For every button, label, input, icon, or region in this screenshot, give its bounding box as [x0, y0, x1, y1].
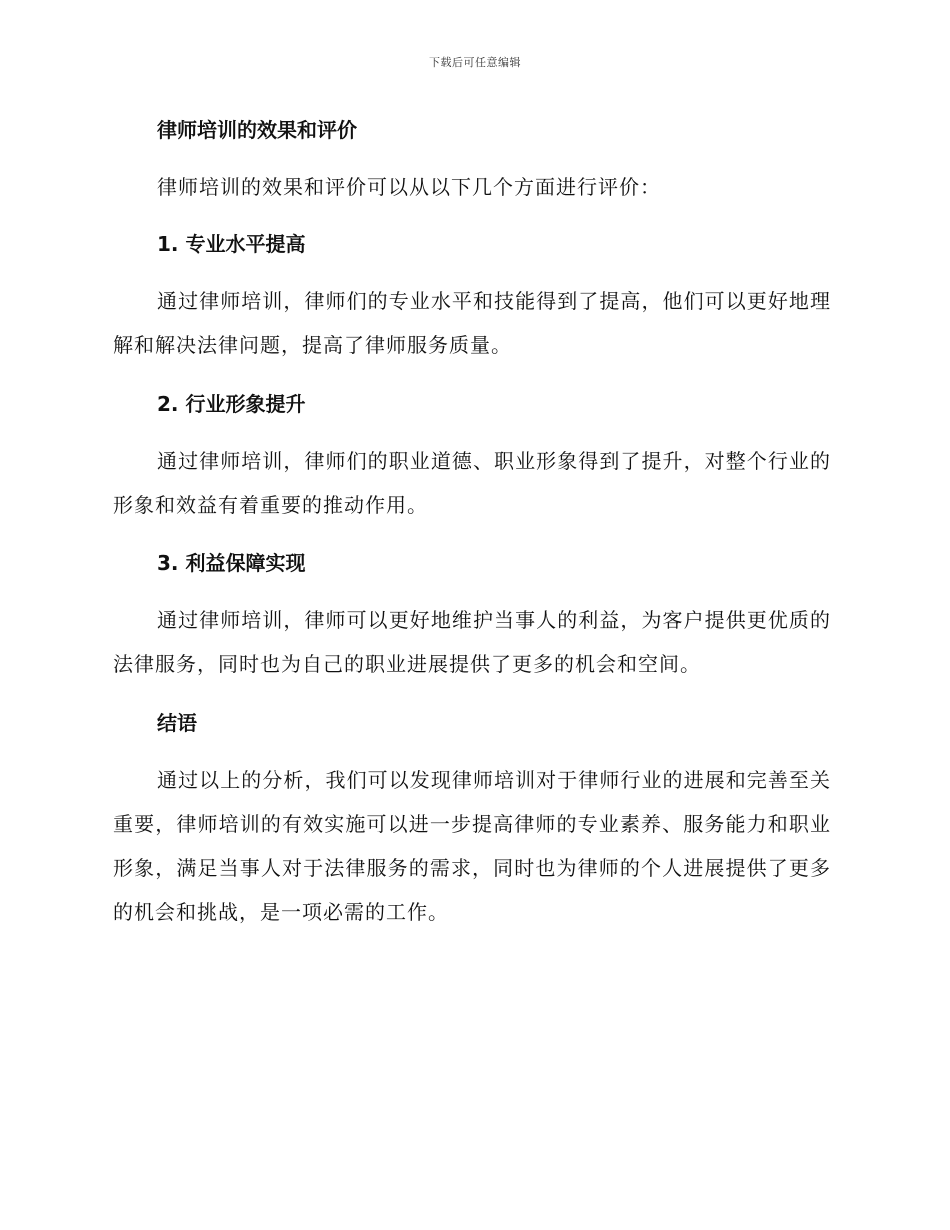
conclusion-heading-block: [113, 709, 831, 737]
section-heading: 2. 行业形象提升: [157, 392, 306, 416]
section-heading: 1. 专业水平提高: [157, 232, 306, 256]
intro-paragraph: 律师培训的效果和评价可以从以下几个方面进行评价：: [157, 175, 661, 199]
section-2-heading-block: [113, 390, 831, 418]
document-title: 律师培训的效果和评价: [157, 118, 357, 142]
header-note: 下载后可任意编辑: [429, 56, 521, 69]
conclusion-heading: 结语: [157, 711, 197, 735]
section-paragraph: 通过律师培训，律师可以更好地维护当事人的利益，为客户提供更优质的法律服务，同时也为自己的职业进展提供了更多的机会和空间。: [113, 608, 831, 676]
conclusion-paragraph: 通过以上的分析，我们可以发现律师培训对于律师行业的进展和完善至关重要，律师培训的有效实施可以进一步提高律师的专业素养、服务能力和职业形象，满足当事人对于法律服务的需求，同时也为律师的个人进展提供了更多的机会和挑战，是一项必需的工作。: [113, 768, 831, 924]
section-2-body-block: [113, 439, 831, 527]
intro-block: [113, 165, 831, 209]
section-3-heading-block: [113, 549, 831, 577]
section-paragraph: 通过律师培训，律师们的专业水平和技能得到了提高，他们可以更好地理解和解决法律问题，提高了律师服务质量。: [113, 289, 831, 357]
document-title-block: [113, 116, 831, 144]
conclusion-body-block: [113, 758, 831, 934]
section-3-body-block: [113, 598, 831, 686]
section-heading: 3. 利益保障实现: [157, 551, 306, 575]
section-1-body-block: [113, 279, 831, 367]
section-1-heading-block: [113, 230, 831, 258]
section-paragraph: 通过律师培训，律师们的职业道德、职业形象得到了提升，对整个行业的形象和效益有着重要的推动作用。: [113, 449, 831, 517]
